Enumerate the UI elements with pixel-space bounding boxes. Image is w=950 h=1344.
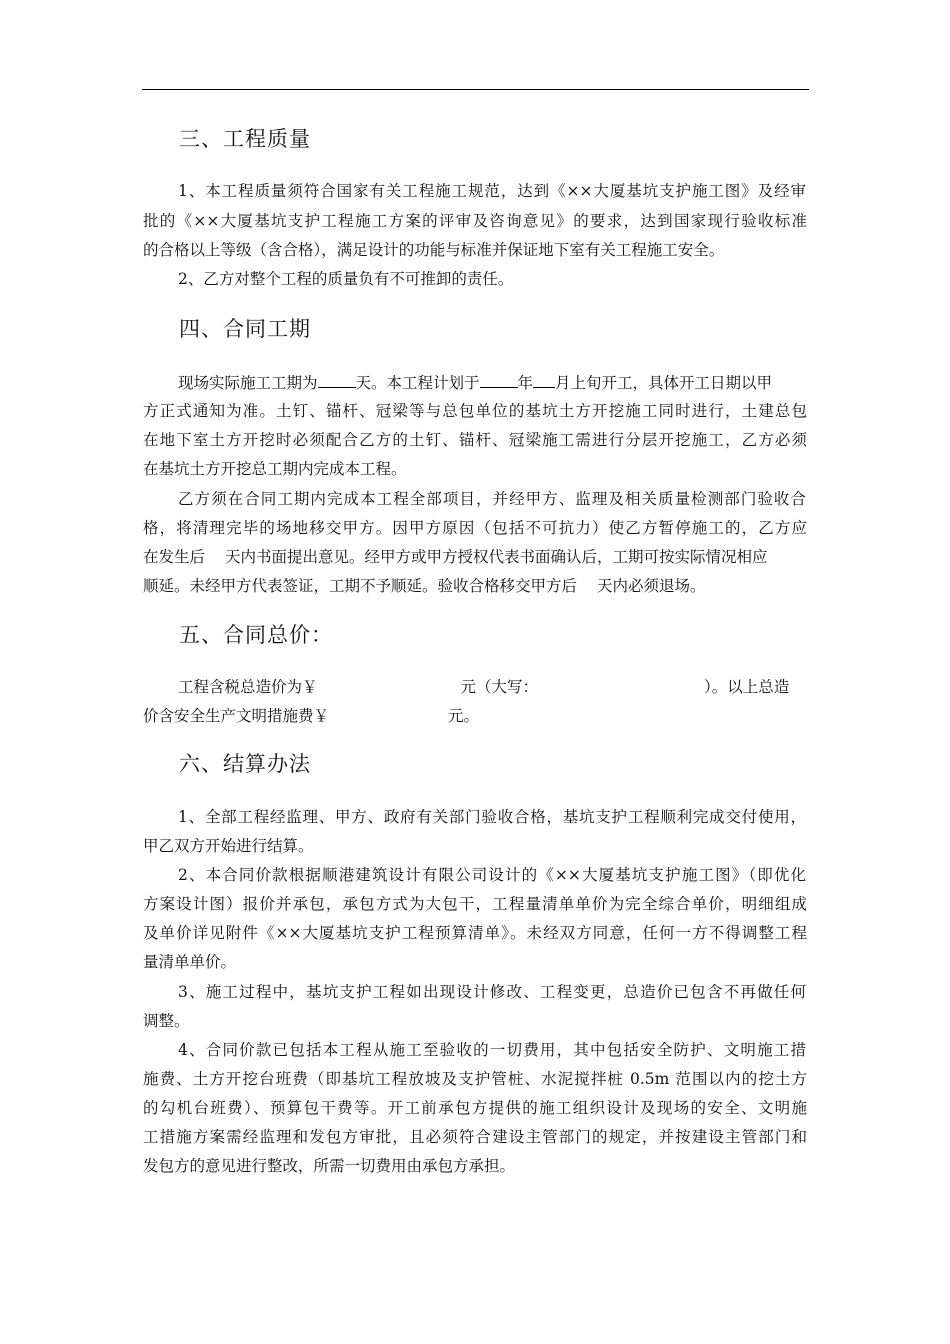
s3-p1-line-2: 批的《××大厦基坑支护工程施工方案的评审及咨询意见》的要求，达到国家现行验收标准 <box>143 212 807 230</box>
safety-fee-label: 价含安全生产文明措施费￥ <box>143 707 330 725</box>
capital-label: 元（大写： <box>460 678 539 696</box>
s6-p3-line-1: 3、施工过程中，基坑支护工程如出现设计修改、工程变更，总造价已包含不再做任何 <box>178 983 806 1001</box>
s4-p1-line-2: 方正式通知为准。土钉、锚杆、冠梁等与总包单位的基坑土方开挖施工同时进行，土建总包 <box>143 402 807 420</box>
s6-p1-line-2: 甲乙双方开始进行结算。 <box>143 837 314 855</box>
s3-p2: 2、乙方对整个工程的质量负有不可推卸的责任。 <box>178 270 514 288</box>
s6-p4-line-3: 的勾机台班费）、预算包干费等。开工前承包方提供的施工组织设计及现场的安全、文明施 <box>143 1099 807 1117</box>
s3-p1-line-1: 1、本工程质量须符合国家有关工程施工规范，达到《××大厦基坑支护施工图》及经审 <box>178 182 806 200</box>
s4-exit-text: 天内必须退场。 <box>597 577 706 595</box>
section-6-heading: 六、结算办法 <box>179 752 311 776</box>
month-blank[interactable] <box>533 372 555 388</box>
s6-p2-line-2: 方案设计图）报价并承包，承包方式为大包干，工程量清单单价为完全综合单价，明细组成 <box>143 895 807 913</box>
s4-occur-label: 在发生后 <box>143 548 206 566</box>
s4-days-text: 天内书面提出意见。经甲方或甲方授权代表书面确认后，工期可按实际情况相应 <box>225 548 768 566</box>
s4-p1-line-3: 在地下室土方开挖时必须配合乙方的土钉、锚杆、冠梁施工需进行分层开挖施工，乙方必须 <box>143 431 807 449</box>
s4-p1-line-4: 在基坑土方开挖总工期内完成本工程。 <box>143 460 407 478</box>
s4-p2-line-2: 格，将清理完毕的场地移交甲方。因甲方原因（包括不可抗力）使乙方暂停施工的，乙方应 <box>143 519 807 537</box>
s4-period-label: 现场实际施工工期为 <box>178 374 318 392</box>
header-rule <box>142 89 809 90</box>
s4-p2-line-3 <box>143 547 768 567</box>
s4-p2-line-4 <box>143 576 706 596</box>
s6-p2-line-4: 量清单单价。 <box>143 953 237 971</box>
s4-p1-line-1 <box>178 372 806 393</box>
s3-p1-line-3: 的合格以上等级（含合格），满足设计的功能与标准并保证地下室有关工程施工安全。 <box>143 241 725 259</box>
s4-extend-text: 顺延。未经甲方代表签证，工期不予顺延。验收合格移交甲方后 <box>143 577 578 595</box>
s6-p3-line-2: 调整。 <box>143 1012 190 1030</box>
days-blank[interactable] <box>318 372 356 388</box>
section-4-heading: 四、合同工期 <box>179 317 311 341</box>
s4-p2-line-1: 乙方须在合同工期内完成本工程全部项目，并经甲方、监理及相关质量检测部门验收合 <box>178 490 806 508</box>
s6-p4-line-2: 施费、土方开挖台班费（即基坑工程放坡及支护管桩、水泥搅拌桩 0.5m 范围以内的挖土方 <box>143 1070 807 1088</box>
year-blank[interactable] <box>480 372 518 388</box>
s6-p4-line-5: 发包方的意见进行整改，所需一切费用由承包方承担。 <box>143 1157 516 1175</box>
total-price-label: 工程含税总造价为￥ <box>178 678 318 696</box>
s6-p4-line-4: 工措施方案需经监理和发包方审批，且必须符合建设主管部门的规定，并按建设主管部门和 <box>143 1128 807 1146</box>
s6-p1-line-1: 1、全部工程经监理、甲方、政府有关部门验收合格，基坑支护工程顺利完成交付使用， <box>178 808 806 826</box>
s6-p4-line-1: 4、合同价款已包括本工程从施工至验收的一切费用，其中包括安全防护、文明施工措 <box>178 1041 806 1059</box>
total-includes-text: ）。以上总造 <box>704 678 790 696</box>
year-label: 年 <box>517 374 534 392</box>
s4-plan-label: 天。本工程计划于 <box>355 374 480 392</box>
s6-p2-line-3: 及单价详见附件《××大厦基坑支护工程预算清单》。未经双方同意，任何一方不得调整工程 <box>143 924 807 942</box>
s5-line-1 <box>178 677 806 697</box>
s5-line-2 <box>143 706 479 726</box>
yuan-label: 元。 <box>448 707 480 725</box>
section-5-heading: 五、合同总价： <box>179 623 333 647</box>
section-3-heading: 三、工程质量 <box>179 127 311 151</box>
s6-p2-line-1: 2、本合同价款根据顺港建筑设计有限公司设计的《××大厦基坑支护施工图》（即优化 <box>178 866 806 884</box>
s4-start-label: 月上旬开工，具体开工日期以甲 <box>555 374 773 392</box>
